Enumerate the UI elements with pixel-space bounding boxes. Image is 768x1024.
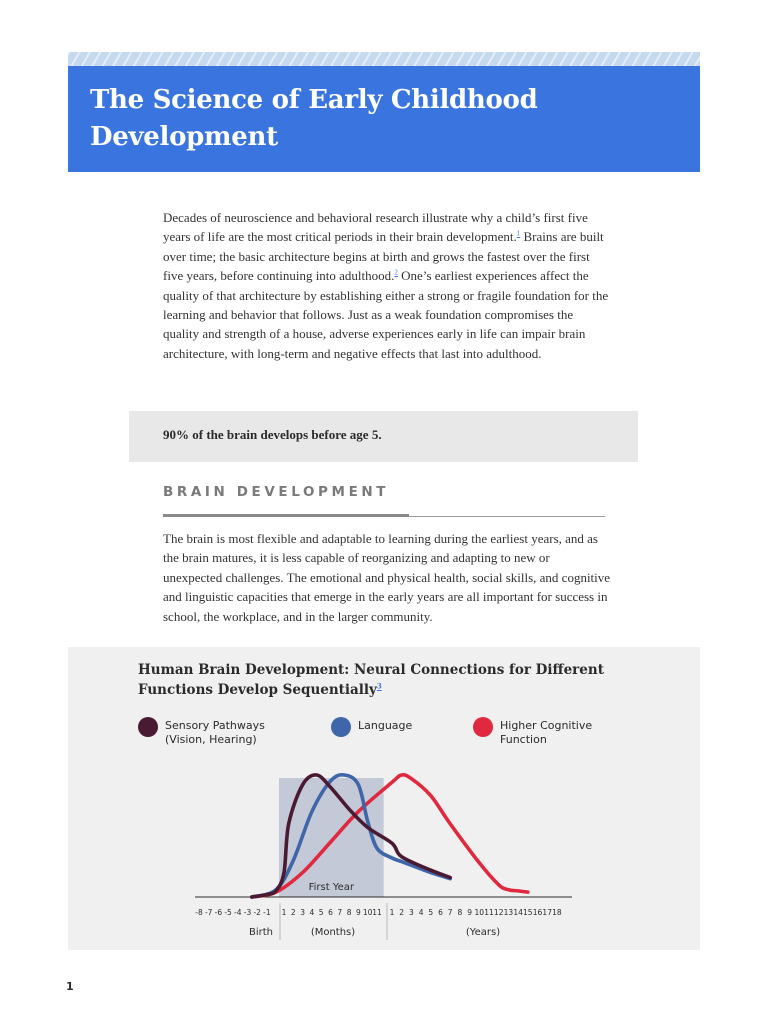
legend-item-cognitive [473,719,592,747]
legend-label-sensory: Sensory Pathways (Vision, Hearing) [165,719,265,746]
x-tick-prenatal: -3 [243,908,252,917]
x-tick-prenatal: -6 [214,908,223,917]
x-tick-year: 2 [399,908,405,917]
x-tick-month: 11 [372,908,382,917]
x-tick-year: 17 [542,908,552,917]
x-tick-month: 9 [356,908,361,917]
footnote-ref-1[interactable]: 1 [516,230,521,239]
x-tick-year: 14 [513,908,523,917]
x-tick-year: 15 [523,908,533,917]
x-tick-year: 3 [409,908,414,917]
heading-rule-thick [163,514,409,517]
x-tick-month: 10 [362,908,373,917]
x-segment-label: (Months) [310,927,356,938]
x-tick-year: 5 [428,908,434,917]
x-tick-prenatal: -1 [263,908,271,917]
x-tick-year: 16 [532,908,543,917]
x-tick-month: 4 [309,908,315,917]
x-tick-prenatal: -5 [224,908,232,917]
legend-dot-sensory [138,717,158,737]
x-tick-prenatal: -2 [253,908,261,917]
x-tick-year: 11 [484,908,494,917]
x-tick-month: 2 [290,908,296,917]
callout-box [129,411,638,462]
page-title-line-2: Development [90,122,278,152]
x-tick-month: 8 [346,908,352,917]
callout-text: 90% of the brain develops before age 5. [163,427,382,442]
intro-text-1: Decades of neuroscience and behavioral research illustrate why a child’s first five years of life are the most critical periods in their brain development. [163,210,588,245]
x-tick-year: 12 [493,908,504,917]
legend-dot-cognitive [473,717,493,737]
intro-text-3: One’s earliest experiences affect the quality of that architecture by establishing either a strong or fragile foundation for the learning and behavior that follows. Just as a weak foundation compromises the quality and strength of a house, adverse experiences early in life can impair brain architecture, with long-term and negative effects that last into adulthood. [163,268,609,361]
x-tick-year: 6 [438,908,443,917]
legend-label-cognitive: Higher Cognitive Function [500,719,593,746]
legend-item-sensory [138,719,265,747]
x-tick-prenatal: -7 [204,908,213,917]
x-segment-label: (Years) [465,927,501,938]
x-tick-year: 8 [457,908,463,917]
x-tick-year: 7 [447,908,453,917]
x-tick-prenatal: -8 [195,908,203,917]
x-tick-year: 10 [474,908,485,917]
first-year-label: First Year [308,882,355,893]
x-tick-month: 7 [337,908,343,917]
x-tick-year: 18 [552,908,562,917]
section-body: The brain is most flexible and adaptable to learning during the earliest years, and as the brain matures, it is less capable of reorganizing and adapting to new or unexpected challenges. The emotional and physical health, social skills, and cognitive and linguistic capacities that emerge in the early years are all important for success in school, the workplace, and in the larger community. [163,531,611,624]
x-tick-year: 9 [467,908,472,917]
page-title-line-1: The Science of Early Childhood [90,85,538,115]
legend-dot-language [331,717,351,737]
x-tick-month: 3 [300,908,305,917]
page-title [90,82,650,156]
intro-paragraph [163,208,611,363]
x-tick-prenatal: -4 [234,908,242,917]
x-tick-month: 6 [328,908,333,917]
decorative-pattern-strip [68,52,700,66]
title-banner [68,66,700,172]
heading-rule-thin [409,516,605,517]
x-tick-year: 13 [503,908,514,917]
intro-text-2: Brains are built over time; the basic architecture begins at birth and grows the fastest over the first five years, before continuing into adulthood. [163,229,604,284]
x-tick-year: 4 [418,908,424,917]
footnote-ref-2[interactable]: 2 [394,268,398,277]
x-tick-month: 1 [281,908,287,917]
page-number: 1 [66,980,74,993]
x-tick-year: 1 [389,908,395,917]
x-segment-label: Birth [248,927,274,938]
section-heading: BRAIN DEVELOPMENT [163,484,390,500]
legend-label-language: Language [358,719,413,732]
legend-item-language [331,719,412,737]
x-tick-month: 5 [318,908,324,917]
figure-title-text: Human Brain Development: Neural Connections for Different Functions Develop Sequentially [138,662,604,698]
footnote-ref-3[interactable]: 3 [376,681,382,691]
figure-panel [68,647,700,950]
figure-title [138,660,678,700]
